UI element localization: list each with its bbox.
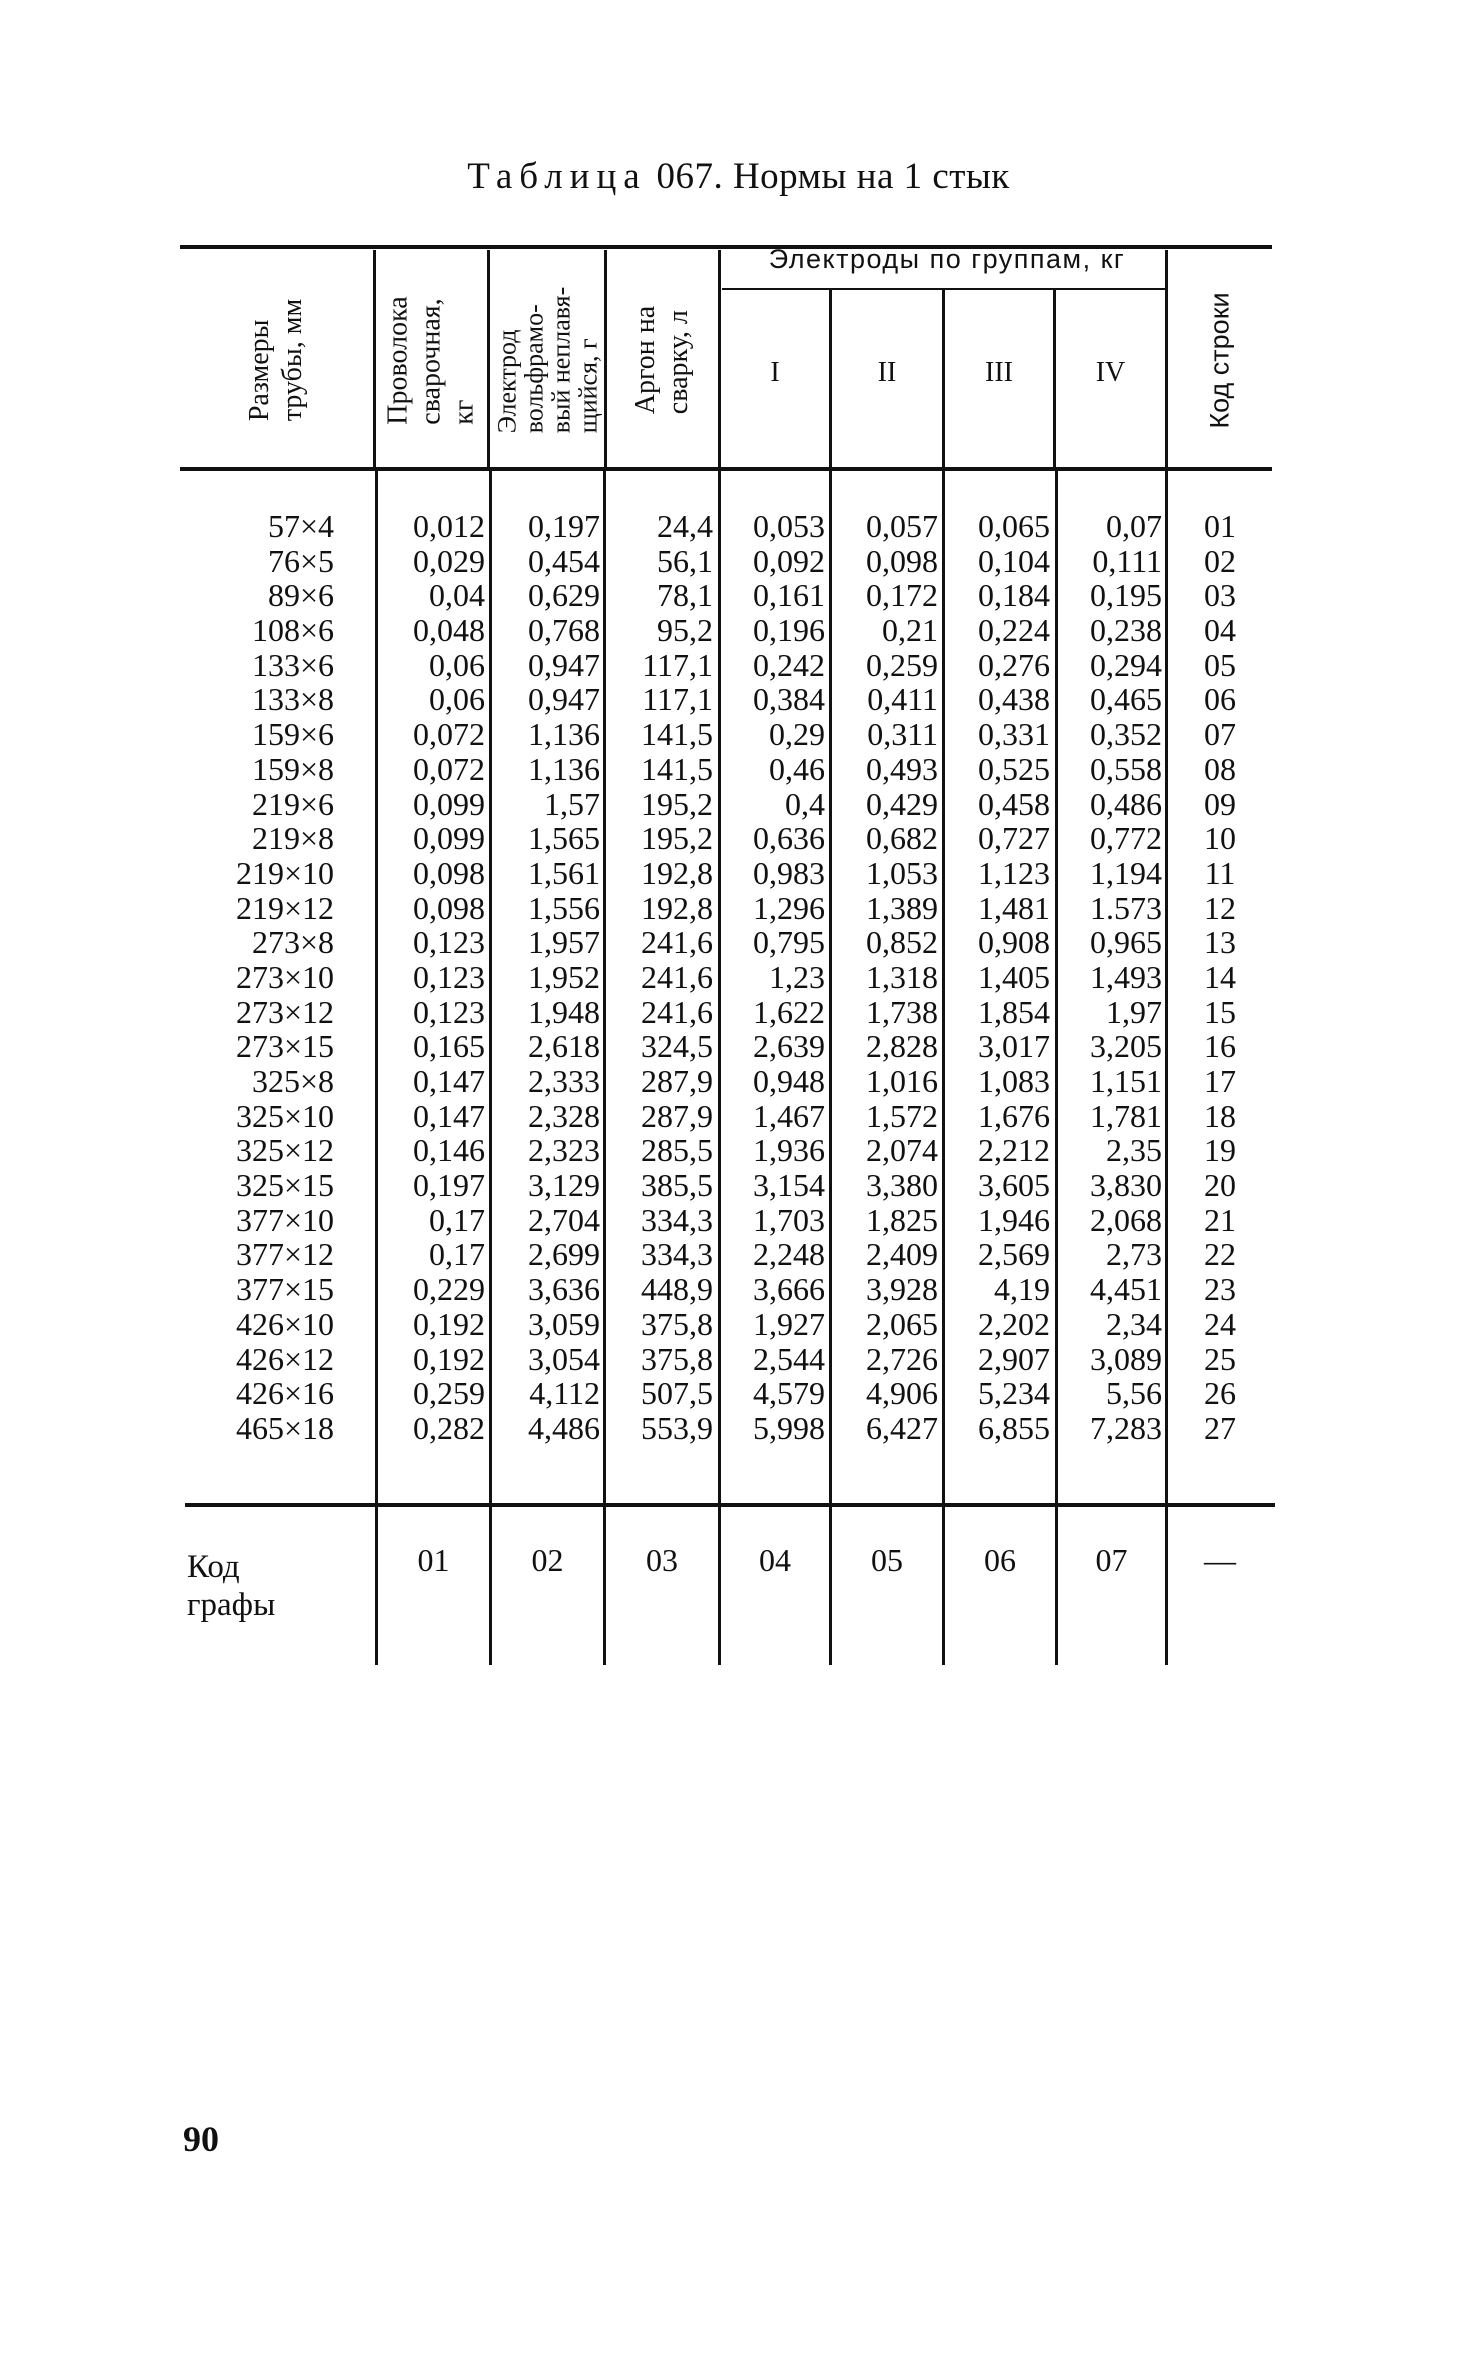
table-cell: 0,947	[528, 646, 600, 683]
table-cell: 133×6	[251, 646, 334, 683]
table-cell: 3,205	[1090, 1028, 1162, 1065]
table-cell: 0,629	[528, 577, 600, 614]
footer-code: —	[1204, 1542, 1236, 1578]
column-pipe-size	[190, 509, 334, 1446]
table-cell: 325×8	[251, 1063, 334, 1099]
table-cell: 0,727	[978, 820, 1050, 857]
table-cell: 0,123	[413, 924, 485, 961]
table-cell: 0,259	[866, 646, 938, 683]
header-pipe-size: Размеры трубы, мм	[244, 298, 309, 422]
table-cell: 0,21	[882, 612, 938, 649]
table-cell: 0,099	[413, 785, 485, 822]
column-welding-wire	[378, 509, 485, 1446]
table-cell: 1,946	[978, 1201, 1050, 1238]
table-cell: 219×12	[235, 889, 334, 926]
header-electrode-groups: Электроды по группам, кг	[768, 244, 1126, 274]
table-cell: 0,06	[429, 646, 485, 683]
table-cell: 0,682	[866, 820, 938, 857]
table-cell: 553,9	[641, 1409, 713, 1446]
table-title	[0, 155, 1477, 198]
table-cell: 0,411	[867, 681, 938, 718]
table-cell: 05	[1204, 646, 1236, 683]
table-cell: 0,123	[413, 993, 485, 1030]
table-cell: 0,965	[1090, 924, 1162, 961]
column-group-iv	[1058, 509, 1162, 1446]
table-cell: 0,311	[867, 716, 938, 753]
table-cell: 285,5	[641, 1132, 713, 1169]
table-cell: 0,147	[413, 1097, 485, 1134]
table-cell: 15	[1204, 993, 1236, 1030]
table-cell: 6,855	[978, 1409, 1050, 1446]
table-cell: 1,083	[978, 1063, 1050, 1099]
table-cell: 57×4	[267, 508, 334, 544]
table-cell: 2,202	[978, 1305, 1050, 1342]
table-cell: 24,4	[657, 508, 713, 544]
table-cell: 0,192	[413, 1305, 485, 1342]
footer-code: 07	[1095, 1542, 1128, 1578]
table-cell: 334,3	[641, 1236, 713, 1273]
table-cell: 5,234	[978, 1375, 1050, 1412]
table-cell: 0,795	[753, 924, 825, 961]
table-cell: 0,195	[1090, 577, 1162, 614]
table-cell: 27	[1204, 1409, 1236, 1446]
table-cell: 426×12	[235, 1340, 334, 1377]
table-cell: 10	[1204, 820, 1236, 857]
table-cell: 0,224	[978, 612, 1050, 649]
table-cell: 0,098	[413, 854, 485, 891]
table-cell: 89×6	[267, 577, 334, 614]
table-cell: 0,384	[753, 681, 825, 718]
table-cell: 1,57	[544, 785, 600, 822]
table-cell: 426×10	[235, 1305, 334, 1342]
table-cell: 3,154	[753, 1167, 825, 1204]
table-cell: 3,636	[528, 1271, 600, 1308]
table-cell: 0,147	[413, 1063, 485, 1099]
table-cell: 159×6	[251, 716, 334, 753]
table-cell: 0,908	[978, 924, 1050, 961]
table-cell: 273×15	[235, 1028, 334, 1065]
table-cell: 3,054	[528, 1340, 600, 1377]
table-cell: 0,294	[1090, 646, 1162, 683]
table-cell: 334,3	[641, 1201, 713, 1238]
table-cell: 325×10	[235, 1097, 334, 1134]
table-cell: 17	[1204, 1063, 1236, 1099]
table-cell: 426×16	[235, 1375, 334, 1412]
table-cell: 0,438	[978, 681, 1050, 718]
table-title-rest: 067. Нормы на 1 стык	[646, 156, 1010, 197]
table-cell: 0,4	[785, 785, 825, 822]
table-cell: 11	[1204, 854, 1236, 891]
table-cell: 12	[1204, 889, 1236, 926]
table-cell: 1,405	[978, 958, 1050, 995]
column-group-ii	[832, 509, 938, 1446]
footer-divider	[1055, 1507, 1058, 1665]
footer-label: Код графы	[187, 1549, 276, 1623]
table-cell: 0,429	[866, 785, 938, 822]
table-cell: 1,957	[528, 924, 600, 961]
table-cell: 0,072	[413, 750, 485, 787]
table-cell: 0,525	[978, 750, 1050, 787]
table-cell: 0,17	[429, 1201, 485, 1238]
column-tungsten-electrode	[492, 509, 600, 1446]
table-cell: 1,622	[753, 993, 825, 1030]
table-cell: 06	[1204, 681, 1236, 718]
table-cell: 0,192	[413, 1340, 485, 1377]
table-cell: 0,947	[528, 681, 600, 718]
table-cell: 0,768	[528, 612, 600, 649]
table-cell: 5,998	[753, 1409, 825, 1446]
table-cell: 3,928	[866, 1271, 938, 1308]
table-cell: 0,146	[413, 1132, 485, 1169]
header-tungsten-electrode: Электрод вольфрамо- вый неплавя- щийся, г	[492, 286, 602, 434]
table-cell: 21	[1204, 1201, 1236, 1238]
table-cell: 1,565	[528, 820, 600, 857]
table-cell: 2,699	[528, 1236, 600, 1273]
footer-divider	[375, 1507, 378, 1665]
header-group-iii: III	[985, 357, 1013, 388]
table-cell: 1,23	[769, 958, 825, 995]
table-cell: 195,2	[641, 785, 713, 822]
table-cell: 2,544	[753, 1340, 825, 1377]
table-cell: 0,197	[413, 1167, 485, 1204]
table-cell: 0,123	[413, 958, 485, 995]
table-cell: 195,2	[641, 820, 713, 857]
table-cell: 04	[1204, 612, 1236, 649]
table-cell: 03	[1204, 577, 1236, 614]
table-cell: 3,089	[1090, 1340, 1162, 1377]
table-cell: 0,948	[753, 1063, 825, 1099]
table-cell: 0,983	[753, 854, 825, 891]
table-cell: 219×10	[235, 854, 334, 891]
table-cell: 159×8	[251, 750, 334, 787]
table-cell: 24	[1204, 1305, 1236, 1342]
table-cell: 0,06	[429, 681, 485, 718]
table-cell: 0,331	[978, 716, 1050, 753]
column-group-i	[721, 509, 825, 1446]
table-cell: 1,561	[528, 854, 600, 891]
table-cell: 1,194	[1090, 854, 1162, 891]
footer-code: 05	[871, 1542, 903, 1578]
table-title-prefix: Таблица	[467, 156, 647, 197]
table-cell: 4,112	[529, 1375, 600, 1412]
table-cell: 325×12	[235, 1132, 334, 1169]
table-cell: 287,9	[641, 1097, 713, 1134]
table-cell: 56,1	[657, 542, 713, 579]
table-cell: 2,569	[978, 1236, 1050, 1273]
table-cell: 0,197	[528, 508, 600, 544]
table-cell: 1,481	[978, 889, 1050, 926]
table-cell: 4,579	[753, 1375, 825, 1412]
footer-divider	[829, 1507, 832, 1665]
table-cell: 1,556	[528, 889, 600, 926]
table-cell: 0,092	[753, 542, 825, 579]
header-group-iv: IV	[1095, 357, 1126, 388]
table-cell: 0,104	[978, 542, 1050, 579]
table-cell: 325×15	[235, 1167, 334, 1204]
table-cell: 7,283	[1090, 1409, 1162, 1446]
footer-code: 03	[646, 1542, 678, 1578]
table-cell: 141,5	[641, 750, 713, 787]
table-cell: 2,726	[866, 1340, 938, 1377]
table-cell: 23	[1204, 1271, 1236, 1308]
footer-divider	[603, 1507, 606, 1665]
table-cell: 0,229	[413, 1271, 485, 1308]
table-cell: 1.573	[1090, 889, 1162, 926]
table-cell: 0,07	[1106, 508, 1162, 544]
header-group-i: I	[770, 357, 780, 388]
table-cell: 08	[1204, 750, 1236, 787]
footer-divider	[942, 1507, 945, 1665]
table-cell: 324,5	[641, 1028, 713, 1065]
table-cell: 0,065	[978, 508, 1050, 544]
table-cell: 1,936	[753, 1132, 825, 1169]
table-cell: 273×10	[235, 958, 334, 995]
table-cell: 2,639	[753, 1028, 825, 1065]
table-cell: 2,409	[866, 1236, 938, 1273]
table-cell: 2,34	[1106, 1305, 1162, 1342]
table-cell: 1,703	[753, 1201, 825, 1238]
table-cell: 0,053	[753, 508, 825, 544]
table-cell: 3,129	[528, 1167, 600, 1204]
column-argon	[606, 509, 713, 1446]
table-cell: 3,666	[753, 1271, 825, 1308]
table-cell: 3,605	[978, 1167, 1050, 1204]
table-cell: 0,172	[866, 577, 938, 614]
body-bottom-rule	[185, 1503, 1275, 1507]
table-cell: 0,465	[1090, 681, 1162, 718]
table-cell: 0,196	[753, 612, 825, 649]
table-cell: 133×8	[251, 681, 334, 718]
table-cell: 02	[1204, 542, 1236, 579]
table-cell: 26	[1204, 1375, 1236, 1412]
table-cell: 0,057	[866, 508, 938, 544]
table-cell: 2,73	[1106, 1236, 1162, 1273]
table-cell: 95,2	[657, 612, 713, 649]
header-group-ii: II	[877, 357, 897, 388]
table-cell: 4,19	[994, 1271, 1050, 1308]
table-cell: 2,618	[528, 1028, 600, 1065]
table-cell: 2,828	[866, 1028, 938, 1065]
table-cell: 0,352	[1090, 716, 1162, 753]
table-cell: 25	[1204, 1340, 1236, 1377]
table-cell: 2,323	[528, 1132, 600, 1169]
table-cell: 385,5	[641, 1167, 713, 1204]
table-cell: 1,97	[1106, 993, 1162, 1030]
table-cell: 1,854	[978, 993, 1050, 1030]
table-cell: 4,906	[866, 1375, 938, 1412]
header-welding-wire: Проволока сварочная, кг	[383, 295, 480, 425]
table-cell: 465×18	[235, 1409, 334, 1446]
table-cell: 273×8	[251, 924, 334, 961]
table-cell: 0,772	[1090, 820, 1162, 857]
table-cell: 3,059	[528, 1305, 600, 1342]
table-cell: 3,830	[1090, 1167, 1162, 1204]
table-cell: 117,1	[642, 646, 713, 683]
footer-divider	[489, 1507, 492, 1665]
table-cell: 3,380	[866, 1167, 938, 1204]
table-cell: 1,493	[1090, 958, 1162, 995]
table-cell: 1,123	[978, 854, 1050, 891]
table-cell: 2,333	[528, 1063, 600, 1099]
column-row-code	[1168, 509, 1272, 1446]
table-cell: 0,454	[528, 542, 600, 579]
table-cell: 287,9	[641, 1063, 713, 1099]
table-cell: 1,948	[528, 993, 600, 1030]
table-cell: 377×12	[235, 1236, 334, 1273]
table-cell: 07	[1204, 716, 1236, 753]
table-cell: 2,212	[978, 1132, 1050, 1169]
table-cell: 241,6	[641, 993, 713, 1030]
table-cell: 5,56	[1106, 1375, 1162, 1412]
header-argon: Аргон на сварку, л	[630, 305, 695, 415]
table-cell: 0,486	[1090, 785, 1162, 822]
table-cell: 3,017	[978, 1028, 1050, 1065]
table-cell: 0,46	[769, 750, 825, 787]
column-group-iii	[945, 509, 1050, 1446]
table-cell: 0,161	[753, 577, 825, 614]
table-cell: 01	[1204, 508, 1236, 544]
header-row-code: Код строки	[1204, 291, 1235, 429]
header-bottom-rule	[180, 467, 1272, 471]
table-cell: 1,952	[528, 958, 600, 995]
table-cell: 1,318	[866, 958, 938, 995]
table-cell: 2,065	[866, 1305, 938, 1342]
table-cell: 219×6	[251, 785, 334, 822]
table-cell: 1,572	[866, 1097, 938, 1134]
table-cell: 0,184	[978, 577, 1050, 614]
footer-divider	[1165, 1507, 1168, 1665]
table-cell: 1,781	[1090, 1097, 1162, 1134]
table-cell: 0,029	[413, 542, 485, 579]
table-cell: 16	[1204, 1028, 1236, 1065]
table-cell: 108×6	[251, 612, 334, 649]
table-cell: 0,29	[769, 716, 825, 753]
table-cell: 1,738	[866, 993, 938, 1030]
table-cell: 192,8	[641, 854, 713, 891]
table-cell: 1,136	[528, 716, 600, 753]
table-cell: 0,636	[753, 820, 825, 857]
table-cell: 507,5	[641, 1375, 713, 1412]
table-cell: 1,136	[528, 750, 600, 787]
table-cell: 141,5	[641, 716, 713, 753]
table-cell: 1,389	[866, 889, 938, 926]
footer-code: 01	[417, 1542, 450, 1578]
table-cell: 0,242	[753, 646, 825, 683]
table-cell: 4,486	[528, 1409, 600, 1446]
table-cell: 18	[1204, 1097, 1236, 1134]
table-cell: 0,098	[866, 542, 938, 579]
footer-divider	[718, 1507, 721, 1665]
table-cell: 2,248	[753, 1236, 825, 1273]
table-cell: 0,558	[1090, 750, 1162, 787]
table-cell: 2,328	[528, 1097, 600, 1134]
table-cell: 76×5	[267, 542, 334, 579]
table-cell: 2,074	[866, 1132, 938, 1169]
table-cell: 4,451	[1090, 1271, 1162, 1308]
table-cell: 241,6	[641, 958, 713, 995]
table-cell: 117,1	[642, 681, 713, 718]
table-cell: 0,012	[413, 508, 485, 544]
table-cell: 1,296	[753, 889, 825, 926]
table-cell: 0,098	[413, 889, 485, 926]
table-cell: 0,852	[866, 924, 938, 961]
table-cell: 6,427	[866, 1409, 938, 1446]
table-cell: 219×8	[251, 820, 334, 857]
table-cell: 0,458	[978, 785, 1050, 822]
table-cell: 375,8	[641, 1305, 713, 1342]
table-cell: 1,927	[753, 1305, 825, 1342]
table-cell: 0,099	[413, 820, 485, 857]
table-cell: 14	[1204, 958, 1236, 995]
table-cell: 0,04	[429, 577, 485, 614]
table-cell: 375,8	[641, 1340, 713, 1377]
table-cell: 2,35	[1106, 1132, 1162, 1169]
table-cell: 0,276	[978, 646, 1050, 683]
table-cell: 241,6	[641, 924, 713, 961]
table-cell: 09	[1204, 785, 1236, 822]
table-cell: 192,8	[641, 889, 713, 926]
table-cell: 0,048	[413, 612, 485, 649]
page-number: 90	[183, 2119, 219, 2159]
footer-code: 04	[759, 1542, 791, 1578]
footer-code: 06	[984, 1542, 1016, 1578]
footer-code: 02	[531, 1542, 564, 1578]
table-cell: 2,068	[1090, 1201, 1162, 1238]
table-cell: 1,676	[978, 1097, 1050, 1134]
table-cell: 377×15	[235, 1271, 334, 1308]
table-cell: 2,704	[528, 1201, 600, 1238]
table-cell: 20	[1204, 1167, 1236, 1204]
group-rule	[722, 288, 1168, 290]
table-cell: 0,111	[1092, 542, 1162, 579]
table-cell: 1,467	[753, 1097, 825, 1134]
table-cell: 19	[1204, 1132, 1236, 1169]
table-cell: 0,238	[1090, 612, 1162, 649]
table-cell: 273×12	[235, 993, 334, 1030]
table-cell: 0,165	[413, 1028, 485, 1065]
table-cell: 0,17	[429, 1236, 485, 1273]
table-cell: 1,053	[866, 854, 938, 891]
table-cell: 2,907	[978, 1340, 1050, 1377]
table-cell: 0,493	[866, 750, 938, 787]
table-cell: 0,282	[413, 1409, 485, 1446]
table-cell: 22	[1204, 1236, 1236, 1273]
table-cell: 13	[1204, 924, 1236, 961]
table-cell: 78,1	[657, 577, 713, 614]
table-cell: 1,151	[1090, 1063, 1162, 1099]
table-cell: 0,259	[413, 1375, 485, 1412]
table-cell: 377×10	[235, 1201, 334, 1238]
table-cell: 1,016	[866, 1063, 938, 1099]
table-cell: 0,072	[413, 716, 485, 753]
table-cell: 1,825	[866, 1201, 938, 1238]
table-cell: 448,9	[641, 1271, 713, 1308]
